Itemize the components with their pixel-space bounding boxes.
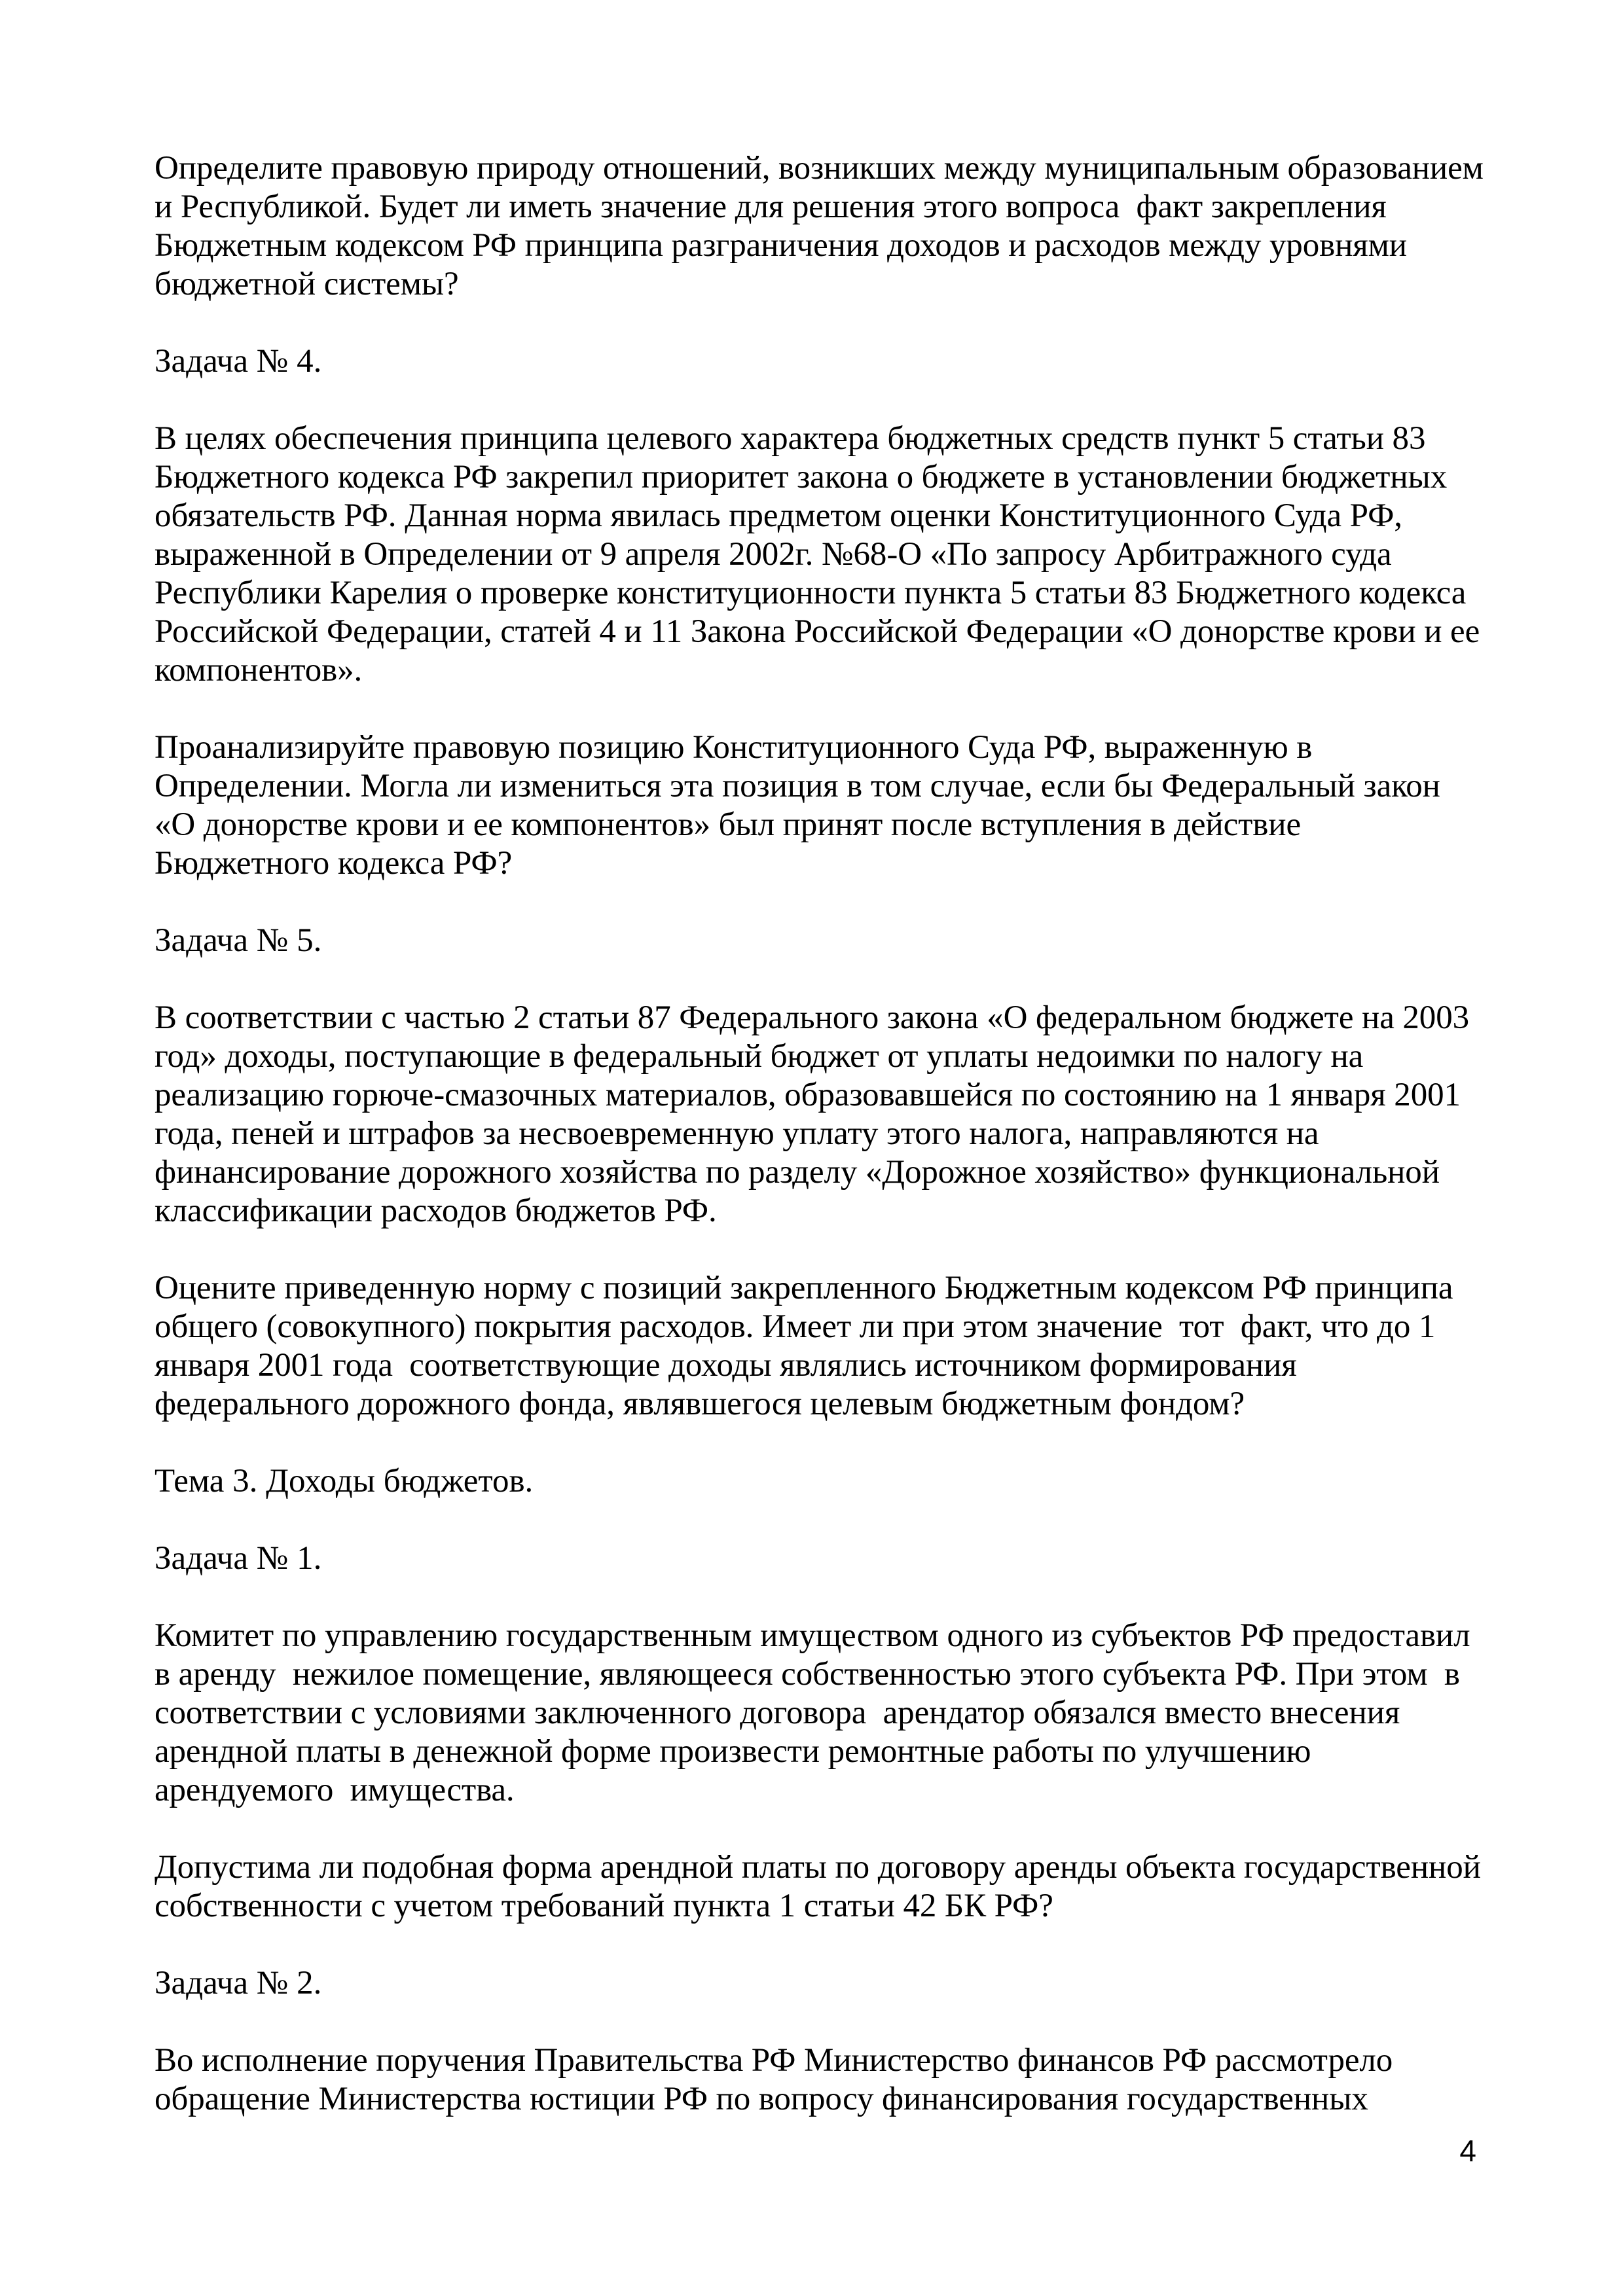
heading-task-1: Задача № 1. [155, 1540, 322, 1577]
text-line: Проанализируйте правовую позицию Конституционного Суда РФ, выраженную в [155, 729, 1313, 766]
text-line: арендуемого имущества. [155, 1772, 515, 1808]
heading-task-4: Задача № 4. [155, 343, 322, 380]
paragraph-task-5-body [155, 999, 1490, 1230]
paragraph-task-1-question [155, 1848, 1490, 1926]
text-line: Определении. Могла ли измениться эта позиция в том случае, если бы Федеральный закон [155, 768, 1440, 804]
paragraph-task-4-body [155, 420, 1490, 690]
text-line: года, пеней и штрафов за несвоевременную уплату этого налога, направляются на [155, 1115, 1319, 1152]
text-line: собственности с учетом требований пункта 1 статьи 42 БК РФ? [155, 1888, 1053, 1924]
text-line: Бюджетного кодекса РФ закрепил приоритет закона о бюджете в установлении бюджетных [155, 459, 1448, 495]
text-line: реализацию горюче-смазочных материалов, образовавшейся по состоянию на 1 января 2001 [155, 1077, 1461, 1113]
text-line: В целях обеспечения принципа целевого характера бюджетных средств пункт 5 статьи 83 [155, 420, 1426, 457]
text-line: год» доходы, поступающие в федеральный бюджет от уплаты недоимки по налогу на [155, 1038, 1364, 1075]
text-line: обязательств РФ. Данная норма явилась предметом оценки Конституционного Суда РФ, [155, 497, 1402, 534]
text-line: Определите правовую природу отношений, возникших между муниципальным образованием [155, 150, 1484, 187]
text-line: обращение Министерства юстиции РФ по вопросу финансирования государственных [155, 2081, 1368, 2117]
page-number: 4 [1459, 2134, 1476, 2168]
text-line: выраженной в Определении от 9 апреля 2002г. №68-О «По запросу Арбитражного суда [155, 536, 1392, 573]
text-line: Комитет по управлению государственным имуществом одного из субъектов РФ предоставил [155, 1617, 1470, 1654]
page-body [155, 149, 1490, 2157]
text-line: Республики Карелия о проверке конституционности пункта 5 статьи 83 Бюджетного кодекса [155, 575, 1467, 611]
paragraph-intro-question [155, 149, 1490, 304]
text-line: соответствии с условиями заключенного договора арендатор обязался вместо внесения [155, 1695, 1400, 1731]
paragraph-task-4-question [155, 728, 1490, 883]
text-line: и Республикой. Будет ли иметь значение для решения этого вопроса факт закрепления [155, 188, 1387, 225]
text-line: арендной платы в денежной форме произвести ремонтные работы по улучшению [155, 1733, 1311, 1770]
paragraph-task-1-body [155, 1617, 1490, 1810]
text-line: классификации расходов бюджетов РФ. [155, 1193, 717, 1229]
text-line: В соответствии с частью 2 статьи 87 Федерального закона «О федеральном бюджете на 2003 [155, 999, 1469, 1036]
paragraph-task-5-question [155, 1269, 1490, 1424]
text-line: федерального дорожного фонда, являвшегося целевым бюджетным фондом? [155, 1386, 1245, 1422]
text-line: Бюджетного кодекса РФ? [155, 845, 513, 882]
text-line: Бюджетным кодексом РФ принципа разграничения доходов и расходов между уровнями [155, 227, 1407, 264]
text-line: в аренду нежилое помещение, являющееся собственностью этого субъекта РФ. При этом в [155, 1656, 1460, 1693]
heading-topic-3: Тема 3. Доходы бюджетов. [155, 1463, 534, 1499]
text-line: бюджетной системы? [155, 266, 459, 302]
paragraph-task-2-body [155, 2041, 1490, 2119]
text-line: компонентов». [155, 652, 363, 689]
text-line: Российской Федерации, статей 4 и 11 Закона Российской Федерации «О донорстве крови и ее [155, 613, 1480, 650]
heading-task-2: Задача № 2. [155, 1965, 322, 2001]
heading-task-5: Задача № 5. [155, 922, 322, 959]
text-line: Во исполнение поручения Правительства РФ Министерство финансов РФ рассмотрело [155, 2042, 1393, 2079]
text-line: января 2001 года соответствующие доходы являлись источником формирования [155, 1347, 1297, 1384]
text-line: общего (совокупного) покрытия расходов. Имеет ли при этом значение тот факт, что до 1 [155, 1308, 1436, 1345]
text-line: «О донорстве крови и ее компонентов» был принят после вступления в действие [155, 806, 1302, 843]
text-line: Оцените приведенную норму с позиций закрепленного Бюджетным кодексом РФ принципа [155, 1270, 1453, 1306]
text-line: Допустима ли подобная форма арендной платы по договору аренды объекта государственной [155, 1849, 1481, 1886]
text-line: финансирование дорожного хозяйства по разделу «Дорожное хозяйство» функциональной [155, 1154, 1440, 1191]
